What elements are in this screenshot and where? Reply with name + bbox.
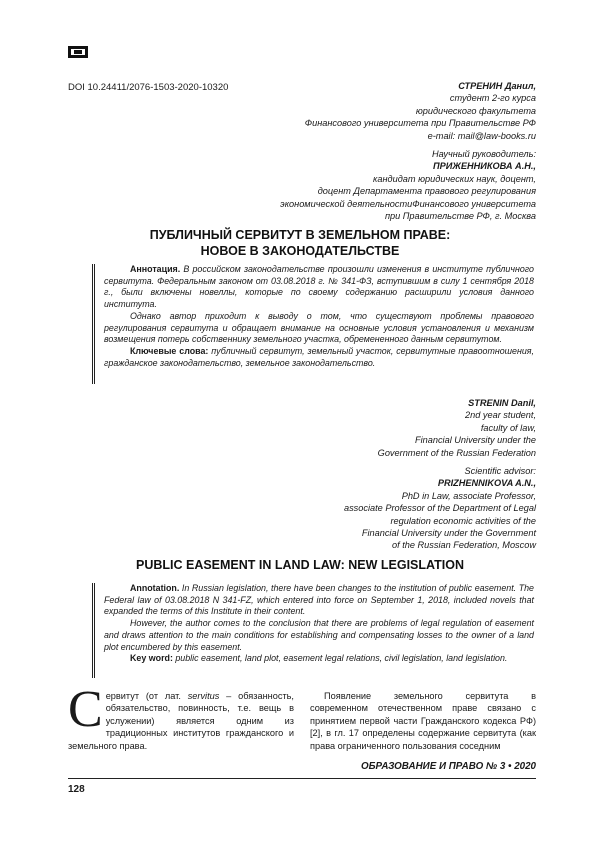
advisor-name-en: PRIZHENNIKOVA A.N., [437,478,536,489]
body-text: – обязанность, обязательство, повинность, т.е. вещь в услужении) является одним из традиционных институтов гражданского и земельного права. [68,691,294,751]
body-column-2: Появление земельного сервитута в современном отечественном праве связано с принятием первой части Гражданского кодекса РФ) [2], в гл. 17 определены содержание сервитута (как права ограниченного пользования соседним [310,691,536,751]
body-column-1 [68,681,294,752]
latin-term: servitus [187,691,220,701]
author-block-ru [305,80,536,142]
author-line: Government of the Russian Federation [377,447,536,458]
advisor-line: Financial University under the Government [361,528,536,539]
advisor-line: при Правительстве РФ, г. Москва [384,211,536,222]
abstract-ru-p2: Однако автор приходит к выводу о том, что существуют проблемы правового регулирования сервитута и обращает внимание на основные условия установления и механизм возмещения потерь собственнику земельного участка, обремененного данным сервитутом. [104,310,534,345]
advisor-line: кандидат юридических наук, доцент, [373,173,536,184]
abstract-en [104,583,534,665]
advisor-label-ru: Научный руководитель: [431,149,536,159]
abstract-ru [104,264,534,369]
advisor-line: regulation economic activities of the [390,515,536,526]
advisor-name-ru: ПРИЖЕННИКОВА А.Н., [433,161,536,172]
author-line: 2nd year student, [465,410,536,421]
page-number: 128 [68,784,85,795]
title-ru [0,228,600,259]
advisor-block-ru [280,148,536,222]
advisor-line: associate Professor of the Department of Legal [343,503,536,514]
abstract-en-bar [92,583,95,678]
abstract-en-p2: However, the author comes to the conclusion that there are problems of legal regulation of easement and draws attention to the main conditions for establishing and compensating losses to the owner of a land plot encumbered by this easement. [104,618,534,652]
doi: DOI 10.24411/2076-1503-2020-10320 [68,82,229,93]
author-block-en [378,397,536,459]
advisor-line: of the Russian Federation, Moscow [391,540,536,551]
keywords-en: public easement, land plot, easement legal relations, civil legislation, land legislation. [175,653,508,664]
author-email: e-mail: mail@law-books.ru [427,130,536,141]
abstract-ru-p1: В российском законодательстве произошли изменения в институте публичного сервитута. Федеральным законом от 03.08.2018 г. № 341-ФЗ, вступившим в силу 1 сентября 2018 г., были включены новеллы, которые по своему содержанию расширили условия данного института. [104,264,534,310]
author-line: юридического факультета [415,105,536,116]
abstract-ru-bar [92,264,95,384]
abstract-ru-label: Аннотация. [130,264,181,274]
author-line: Финансового университета при Правительстве РФ [304,118,536,129]
author-line: студент 2-го курса [449,93,536,104]
title-ru-line: НОВОЕ В ЗАКОНОДАТЕЛЬСТВЕ [200,243,400,258]
author-name-en: STRENIN Danil, [468,398,536,408]
title-ru-line: ПУБЛИЧНЫЙ СЕРВИТУТ В ЗЕМЕЛЬНОМ ПРАВЕ: [149,228,451,242]
advisor-block-en [344,465,536,552]
advisor-label-en: Scientific advisor: [464,466,536,476]
abstract-en-label: Annotation. [130,583,180,593]
advisor-line: доцент Департамента правового регулирования [317,186,536,197]
body-text: ервитут (от лат. [105,691,188,701]
journal-name: ОБРАЗОВАНИЕ И ПРАВО № 3 • 2020 [360,761,536,772]
title-en: PUBLIC EASEMENT IN LAND LAW: NEW LEGISLATION [135,558,464,572]
advisor-line: экономической деятельностиФинансового университета [280,198,536,209]
keywords-en-label: Key word: [130,653,173,664]
advisor-line: PhD in Law, associate Professor, [401,490,536,501]
keywords-ru-label: Ключевые слова: [130,345,209,356]
author-line: Financial University under the [414,435,536,446]
abstract-en-p1: In Russian legislation, there have been changes to the institution of public easement. The Federal law of 03.08.2018 N 341-FZ, which entered into force on September 1, 2018, included novels that expanded the terms of this Institute in their content. [104,583,534,617]
author-name-ru: СТРЕНИН Данил, [458,81,536,91]
author-line: faculty of law, [480,422,536,433]
dropcap: С [68,681,103,738]
keywords-ru: публичный сервитут, земельный участок, сервитутные правоотношения, гражданское законодательство, земельное законодательство. [104,345,535,368]
journal-logo-icon [68,46,88,58]
footer-rule [68,778,536,779]
